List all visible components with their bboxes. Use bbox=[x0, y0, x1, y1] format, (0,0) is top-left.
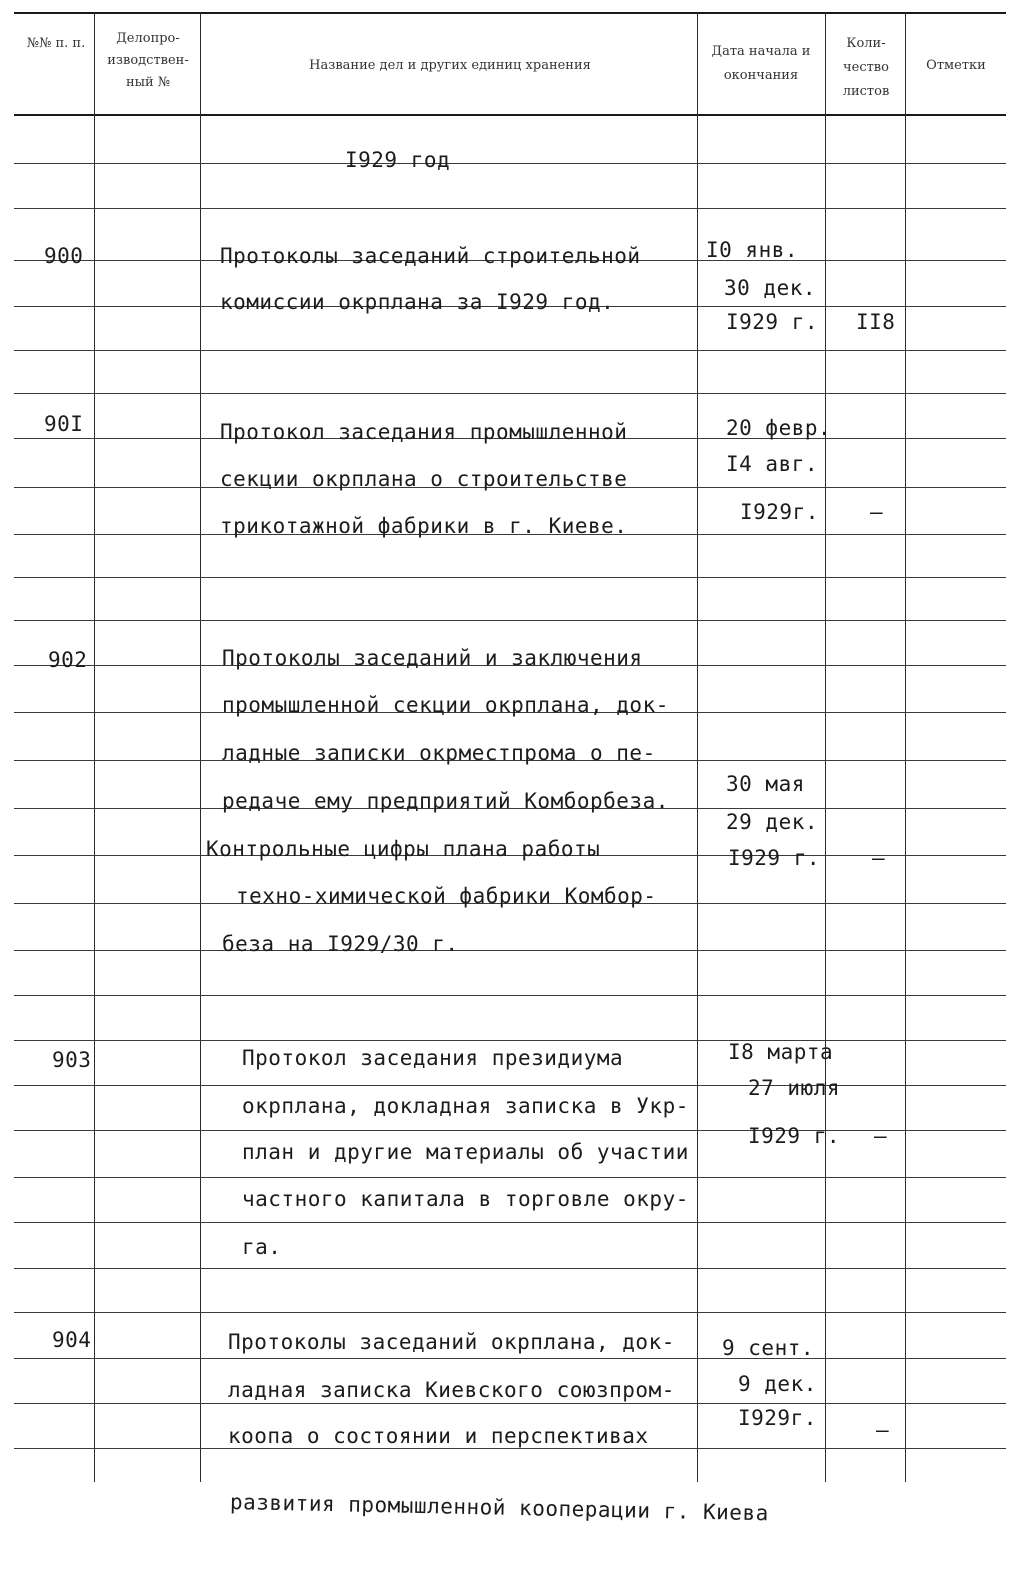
record-date-end: 9 дек. bbox=[738, 1372, 817, 1396]
col-divider-4 bbox=[825, 12, 826, 1482]
top-rule bbox=[14, 12, 1006, 14]
record-title-line: Протокол заседания промышленной bbox=[220, 420, 628, 444]
rule bbox=[14, 208, 1006, 209]
rule bbox=[14, 393, 1006, 394]
record-sheets: II8 bbox=[856, 310, 896, 334]
record-date-year: I929 г. bbox=[726, 310, 819, 334]
record-date-end: 27 июля bbox=[748, 1076, 841, 1100]
record-title-line: Протоколы заседаний строительной bbox=[220, 244, 641, 268]
record-title-line: секции окрплана о строительстве bbox=[220, 467, 628, 491]
record-date-start: I0 янв. bbox=[706, 238, 799, 262]
record-title-line: ладные записки окрместпрома о пе- bbox=[222, 741, 656, 765]
record-date-start: 30 мая bbox=[726, 772, 805, 796]
record-date-start: I8 марта bbox=[728, 1040, 834, 1064]
rule bbox=[14, 620, 1006, 621]
record-date-end: 30 дек. bbox=[724, 276, 817, 300]
record-title-line: техно-химической фабрики Комбор- bbox=[236, 884, 657, 908]
rule bbox=[14, 1130, 1006, 1131]
record-title-line: план и другие материалы об участии bbox=[242, 1140, 689, 1164]
record-number: 90I bbox=[44, 412, 84, 436]
record-title-line: коопа о состоянии и перспективах bbox=[228, 1424, 649, 1448]
header-rule bbox=[14, 114, 1006, 116]
rule bbox=[14, 1085, 1006, 1086]
rule bbox=[14, 1222, 1006, 1223]
record-sheets: – bbox=[872, 846, 886, 870]
record-title-line: развития промышленной кооперации г. Киева bbox=[229, 1490, 770, 1526]
record-title-line: промышленной секции окрплана, док- bbox=[222, 693, 669, 717]
record-number: 900 bbox=[44, 244, 84, 268]
rule bbox=[14, 1448, 1006, 1449]
record-date-year: I929 г. bbox=[728, 846, 821, 870]
rule bbox=[14, 1040, 1006, 1041]
record-title-line: окрплана, докладная записка в Укр- bbox=[242, 1094, 689, 1118]
rule bbox=[14, 350, 1006, 351]
col-divider-3 bbox=[697, 12, 698, 1482]
col-divider-5 bbox=[905, 12, 906, 1482]
record-title-line: ладная записка Киевского союзпром- bbox=[228, 1378, 675, 1402]
rule bbox=[14, 163, 1006, 164]
record-title-line: Протоколы заседаний окрплана, док- bbox=[228, 1330, 675, 1354]
header-sheets: Коли-чество листов bbox=[842, 36, 890, 99]
rule bbox=[14, 995, 1006, 996]
rule bbox=[14, 1312, 1006, 1313]
col-divider-1 bbox=[94, 12, 95, 1482]
col-divider-2 bbox=[200, 12, 201, 1482]
record-number: 904 bbox=[52, 1328, 92, 1352]
record-title-line: Контрольные цифры плана работы bbox=[206, 837, 601, 861]
header-dates: Дата начала и окончания bbox=[711, 44, 811, 83]
record-title-line: беза на I929/30 г. bbox=[222, 932, 459, 956]
header-title: Название дел и других единиц хранения bbox=[309, 58, 591, 73]
record-date-start: 9 сент. bbox=[722, 1336, 815, 1360]
year-heading: I929 год bbox=[345, 148, 451, 172]
record-title-line: трикотажной фабрики в г. Киеве. bbox=[220, 514, 628, 538]
rule bbox=[14, 950, 1006, 951]
record-sheets: – bbox=[874, 1124, 888, 1148]
record-title-line: Протокол заседания президиума bbox=[242, 1046, 624, 1070]
record-number: 903 bbox=[52, 1048, 92, 1072]
record-title-line: Протоколы заседаний и заключения bbox=[222, 646, 643, 670]
rule bbox=[14, 1358, 1006, 1359]
rule bbox=[14, 577, 1006, 578]
record-number: 902 bbox=[48, 648, 88, 672]
rule bbox=[14, 1268, 1006, 1269]
record-title-line: га. bbox=[242, 1235, 282, 1259]
record-date-year: I929г. bbox=[740, 500, 819, 524]
record-date-end: 29 дек. bbox=[726, 810, 819, 834]
record-date-end: I4 авг. bbox=[726, 452, 819, 476]
record-sheets: – bbox=[870, 500, 884, 524]
header-number: №№ п. п. bbox=[26, 36, 86, 51]
header-notes: Отметки bbox=[926, 58, 986, 73]
record-sheets: – bbox=[876, 1418, 890, 1442]
record-date-year: I929 г. bbox=[748, 1124, 841, 1148]
record-date-start: 20 февр. bbox=[726, 416, 832, 440]
rule bbox=[14, 1403, 1006, 1404]
record-title-line: частного капитала в торговле окру- bbox=[242, 1187, 689, 1211]
record-title-line: редаче ему предприятий Комборбеза. bbox=[222, 789, 669, 813]
record-date-year: I929г. bbox=[738, 1406, 817, 1430]
header-office-number: Делопро-изводствен-ный № bbox=[107, 31, 189, 90]
rule bbox=[14, 1177, 1006, 1178]
record-title-line: комиссии окрплана за I929 год. bbox=[220, 290, 615, 314]
